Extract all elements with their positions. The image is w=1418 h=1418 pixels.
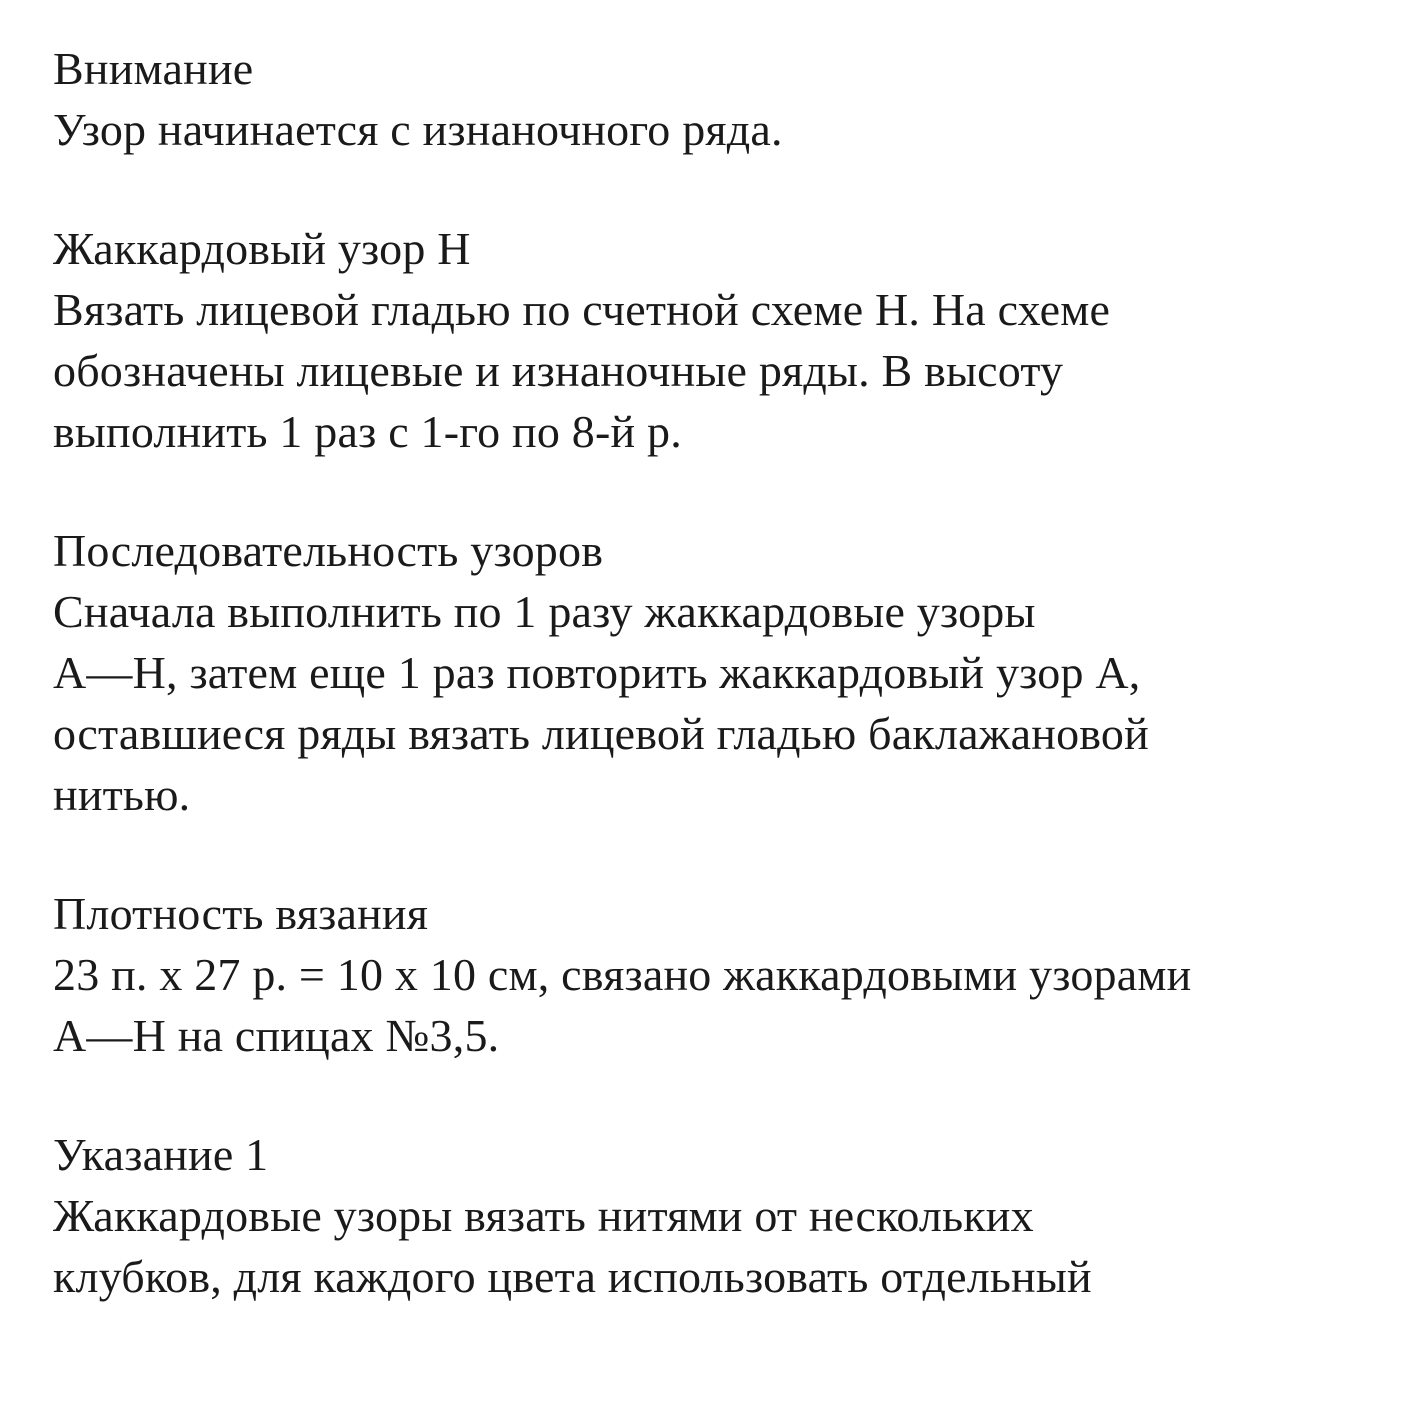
text-line: Узор начинается с изнаночного ряда. [53, 104, 783, 155]
text-line: клубков, для каждого цвета использовать отдельный [53, 1251, 1092, 1302]
section-heading: Жаккардовый узор Н [53, 223, 471, 274]
text-line: выполнить 1 раз с 1-го по 8-й р. [53, 406, 682, 457]
section-heading: Плотность вязания [53, 888, 429, 939]
section-pattern-sequence [53, 520, 1393, 825]
text-line: А—Н на спицах №3,5. [53, 1010, 500, 1061]
section-instruction-1 [53, 1124, 1393, 1307]
section-heading: Внимание [53, 43, 254, 94]
document-page [53, 38, 1393, 1365]
section-attention [53, 38, 1393, 160]
text-line: 23 п. х 27 р. = 10 х 10 см, связано жаккардовыми узорами [53, 949, 1192, 1000]
text-line: Жаккардовые узоры вязать нитями от нескольких [53, 1190, 1034, 1241]
section-heading: Последовательность узоров [53, 525, 604, 576]
text-line: нитью. [53, 769, 191, 820]
section-knitting-density [53, 883, 1393, 1066]
text-line: А—Н, затем еще 1 раз повторить жаккардовый узор А, [53, 647, 1141, 698]
text-line: Вязать лицевой гладью по счетной схеме Н. На схеме [53, 284, 1111, 335]
text-line: обозначены лицевые и изнаночные ряды. В высоту [53, 345, 1064, 396]
section-jacquard-pattern-h [53, 218, 1393, 462]
section-heading: Указание 1 [53, 1129, 269, 1180]
text-line: Сначала выполнить по 1 разу жаккардовые узоры [53, 586, 1036, 637]
text-line: оставшиеся ряды вязать лицевой гладью баклажановой [53, 708, 1149, 759]
